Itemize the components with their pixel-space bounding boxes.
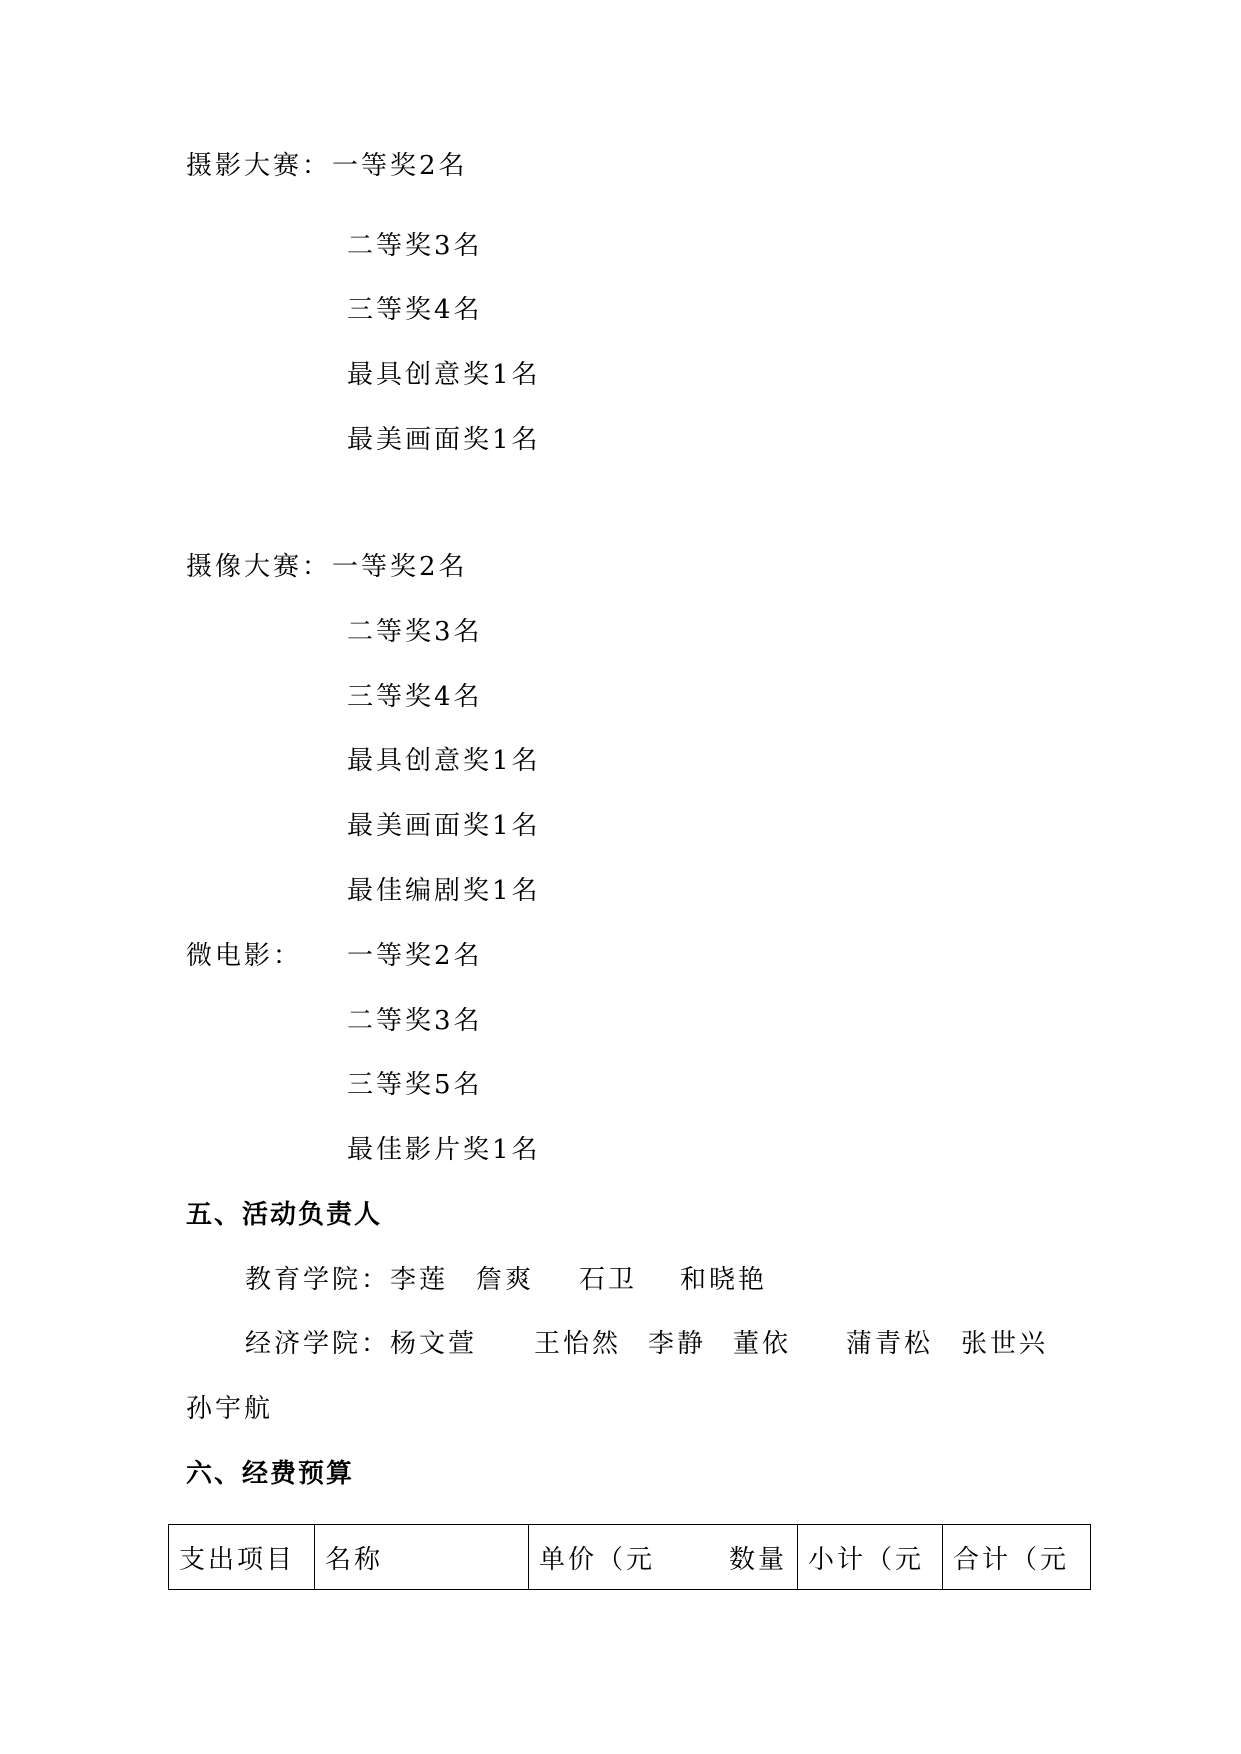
- economics-person-2: 王怡然: [534, 1329, 622, 1359]
- budget-table: [168, 1524, 1091, 1590]
- table-header-row: [169, 1525, 1091, 1590]
- economics-person-6: 张世兴: [961, 1329, 1049, 1359]
- economics-person-7: 孙宇航: [186, 1394, 274, 1424]
- table-header-cell: 小计（元: [798, 1525, 943, 1590]
- photo-award-2: 二等奖3名: [347, 231, 483, 261]
- economics-person-1: 杨文萱: [390, 1329, 478, 1359]
- table-header-cell: 合计（元: [943, 1525, 1091, 1590]
- economics-label: 经济学院：: [245, 1329, 391, 1359]
- economics-person-5: 蒲青松: [846, 1329, 934, 1359]
- video-award-6: 最佳编剧奖1名: [347, 876, 541, 906]
- education-person-4: 和晓艳: [680, 1265, 768, 1295]
- micro-film-award-3: 三等奖5名: [347, 1070, 483, 1100]
- education-person-3: 石卫: [579, 1265, 638, 1295]
- micro-film-label: 微电影：: [186, 941, 303, 971]
- photo-award-4: 最具创意奖1名: [347, 360, 541, 390]
- education-label: 教育学院：: [245, 1265, 391, 1295]
- economics-person-4: 董依: [733, 1329, 792, 1359]
- section5-heading: 五、活动负责人: [186, 1200, 383, 1230]
- video-award-5: 最美画面奖1名: [347, 811, 541, 841]
- section6-heading: 六、经费预算: [186, 1459, 355, 1489]
- table-header-cell: 单价（元: [529, 1525, 687, 1590]
- video-award-2: 二等奖3名: [347, 617, 483, 647]
- micro-film-award-1: 一等奖2名: [347, 941, 483, 971]
- economics-person-3: 李静: [648, 1329, 707, 1359]
- photo-award-3: 三等奖4名: [347, 295, 483, 325]
- micro-film-award-2: 二等奖3名: [347, 1006, 483, 1036]
- photo-contest-label: 摄影大赛：: [186, 151, 332, 181]
- table-header-cell: 名称: [315, 1525, 529, 1590]
- education-person-2: 詹爽: [476, 1265, 535, 1295]
- video-contest-label: 摄像大赛：: [186, 552, 332, 582]
- photo-award-1: 一等奖2名: [332, 151, 468, 181]
- micro-film-award-4: 最佳影片奖1名: [347, 1135, 541, 1165]
- video-award-3: 三等奖4名: [347, 682, 483, 712]
- video-award-4: 最具创意奖1名: [347, 746, 541, 776]
- photo-award-5: 最美画面奖1名: [347, 425, 541, 455]
- table-header-cell: 支出项目: [169, 1525, 315, 1590]
- education-person-1: 李莲: [390, 1265, 449, 1295]
- video-award-1: 一等奖2名: [332, 552, 468, 582]
- table-header-cell: 数量: [687, 1525, 798, 1590]
